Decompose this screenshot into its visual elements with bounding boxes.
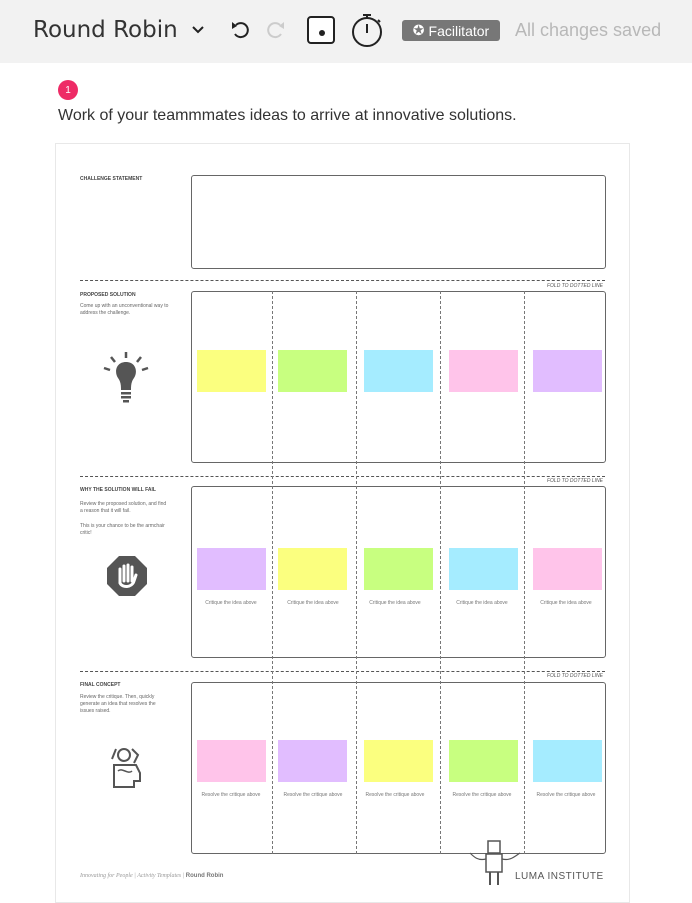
lightbulb-icon <box>102 350 150 411</box>
why-fail-description-2: This is your chance to be the armchair critic! <box>80 523 165 536</box>
sticky-note-final-3[interactable] <box>364 740 433 782</box>
resolve-caption: Resolve the critique above <box>283 792 343 798</box>
step-instruction: Work of your teammmates ideas to arrive at innovative solutions. <box>58 107 517 124</box>
fold-line <box>80 476 605 477</box>
worksheet-footer <box>80 873 223 879</box>
resolve-caption: Resolve the critique above <box>536 792 596 798</box>
fold-label: FOLD TO DOTTED LINE <box>546 283 603 289</box>
top-toolbar <box>0 0 692 63</box>
column-divider <box>524 291 525 854</box>
fold-line <box>80 671 605 672</box>
facilitator-badge[interactable] <box>402 20 500 41</box>
head-ideas-icon <box>106 745 148 796</box>
sticky-note-final-5[interactable] <box>533 740 602 782</box>
sticky-note-final-1[interactable] <box>197 740 266 782</box>
column-divider <box>356 291 357 854</box>
footer-series: Innovating for People | Activity Templates | <box>80 873 186 879</box>
sticky-note-final-2[interactable] <box>278 740 347 782</box>
critique-caption: Critique the idea above <box>456 600 508 606</box>
facilitator-label: Facilitator <box>428 22 490 39</box>
sticky-note-proposed-1[interactable] <box>197 350 266 392</box>
luma-institute-logo: LUMA INSTITUTE <box>515 871 604 882</box>
sticky-note-proposed-4[interactable] <box>449 350 518 392</box>
proposed-solution-label: PROPOSED SOLUTION <box>80 292 136 298</box>
resolve-caption: Resolve the critique above <box>365 792 425 798</box>
sticky-note-fail-1[interactable] <box>197 548 266 590</box>
activity-title: Round Robin <box>33 17 178 43</box>
fold-label: FOLD TO DOTTED LINE <box>546 478 603 484</box>
challenge-statement-label: CHALLENGE STATEMENT <box>80 176 143 182</box>
critique-caption: Critique the idea above <box>369 600 421 606</box>
why-fail-label: WHY THE SOLUTION WILL FAIL <box>80 487 156 493</box>
column-divider <box>440 291 441 854</box>
sticky-note-fail-2[interactable] <box>278 548 347 590</box>
sticky-note-fail-5[interactable] <box>533 548 602 590</box>
challenge-statement-box[interactable] <box>191 175 606 269</box>
worksheet-template <box>55 143 630 903</box>
why-fail-description: Review the proposed solution, and find a reason that it will fail. <box>80 501 167 514</box>
critique-caption: Critique the idea above <box>205 600 257 606</box>
proposed-solution-description: Come up with an unconventional way to address the challenge. <box>80 303 169 316</box>
critique-caption: Critique the idea above <box>540 600 592 606</box>
footer-template-name: Round Robin <box>185 873 224 879</box>
resolve-caption: Resolve the critique above <box>201 792 261 798</box>
sticky-note-fail-3[interactable] <box>364 548 433 590</box>
mascot-figure-icon <box>468 839 522 892</box>
sticky-note-proposed-5[interactable] <box>533 350 602 392</box>
fold-line <box>80 280 605 281</box>
critique-caption: Critique the idea above <box>287 600 339 606</box>
final-concept-description: Review the critique. Then, quickly generate an idea that resolves the issues raised. <box>80 694 156 714</box>
settings-icon: ✪ <box>412 22 425 38</box>
redo-icon[interactable] <box>262 17 288 43</box>
fold-label: FOLD TO DOTTED LINE <box>546 673 603 679</box>
undo-icon[interactable] <box>228 17 254 43</box>
step-number-badge: 1 <box>58 80 78 100</box>
column-divider <box>272 291 273 854</box>
final-concept-label: FINAL CONCEPT <box>80 682 121 688</box>
dice-icon[interactable] <box>305 14 337 46</box>
sticky-note-proposed-2[interactable] <box>278 350 347 392</box>
save-status: All changes saved <box>515 20 662 40</box>
resolve-caption: Resolve the critique above <box>452 792 512 798</box>
sticky-note-proposed-3[interactable] <box>364 350 433 392</box>
sticky-note-final-4[interactable] <box>449 740 518 782</box>
timer-icon[interactable] <box>350 12 384 48</box>
chevron-down-icon[interactable] <box>188 20 208 40</box>
sticky-note-fail-4[interactable] <box>449 548 518 590</box>
stop-hand-icon <box>106 555 148 602</box>
